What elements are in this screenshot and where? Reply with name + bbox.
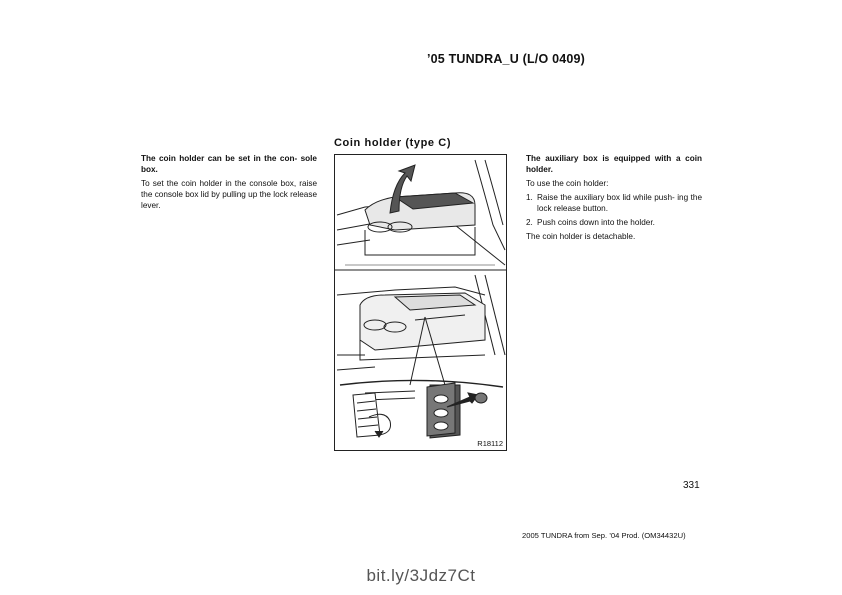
coin <box>475 393 487 403</box>
page-footer: 2005 TUNDRA from Sep. ’04 Prod. (OM34432U) <box>522 531 686 540</box>
step-text: Raise the auxiliary box lid while push- ing the lock release button. <box>537 193 702 213</box>
right-lead-text: The auxiliary box is equipped with a coin holder. <box>526 154 702 174</box>
illustration-drawing <box>335 155 506 450</box>
step-text: Push coins down into the holder. <box>537 218 655 227</box>
section-heading: Coin holder (type C) <box>334 137 452 149</box>
step-number: 2. <box>526 218 533 227</box>
steps-list <box>526 192 702 228</box>
list-item <box>526 192 702 214</box>
right-intro-text: To use the coin holder: <box>526 179 609 188</box>
figure-code: R18112 <box>477 439 503 448</box>
left-lead-text: The coin holder can be set in the con- sole box. <box>141 154 317 174</box>
watermark-link[interactable]: bit.ly/3Jdz7Ct <box>366 566 476 585</box>
list-item <box>526 217 702 228</box>
step-number: 1. <box>526 193 533 202</box>
right-note-text: The coin holder is detachable. <box>526 232 636 241</box>
coin-holder-illustration <box>334 154 507 451</box>
right-column <box>526 153 702 245</box>
left-column <box>141 153 317 214</box>
page-header-title: ’05 TUNDRA_U (L/O 0409) <box>426 52 586 66</box>
page-number: 331 <box>683 480 700 491</box>
left-body-text: To set the coin holder in the console box, raise the console box lid by pulling up the lock release lever. <box>141 179 317 210</box>
